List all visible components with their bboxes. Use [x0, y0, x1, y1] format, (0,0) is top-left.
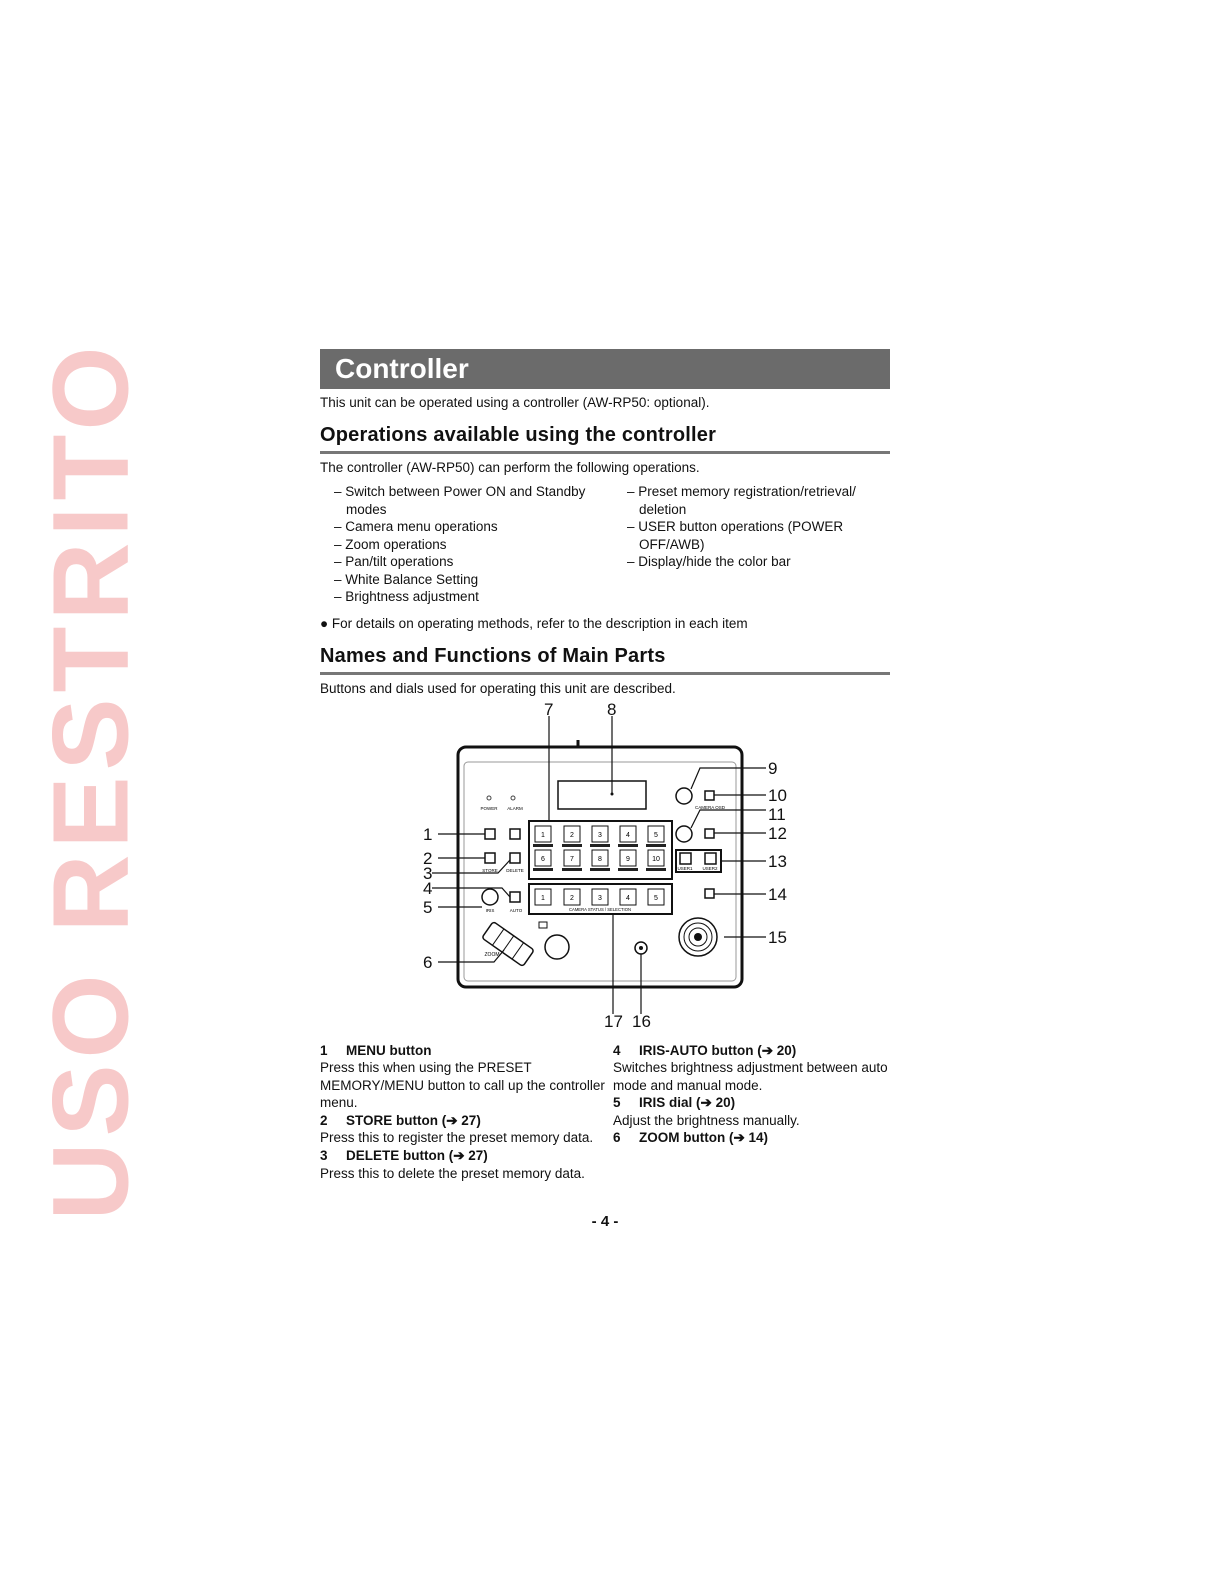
- callout-5: 5: [423, 897, 433, 917]
- page-number: - 4 -: [591, 1213, 619, 1230]
- iris-dial: [482, 889, 498, 905]
- alt-button: [510, 829, 520, 839]
- delete-label: DELETE: [506, 867, 524, 873]
- part-text: Press this to register the preset memory data.: [320, 1130, 594, 1146]
- parts-column-right: [613, 1042, 890, 1183]
- preset-key-label: 8: [598, 855, 602, 863]
- parts-column-left: [320, 1042, 613, 1183]
- list-item: – Switch between Power ON and Standby modes: [334, 484, 586, 517]
- part-number: 5: [613, 1095, 621, 1111]
- part-entry: [320, 1042, 613, 1112]
- section-title: Controller: [320, 349, 890, 389]
- list-item: – Preset memory registration/retrieval/ deletion: [627, 484, 856, 517]
- dial-11: [676, 826, 692, 842]
- part-text: Press this when using the PRESET MEMORY/MENU button to call up the controller menu.: [320, 1060, 605, 1111]
- part-text: Adjust the brightness manually.: [613, 1112, 800, 1128]
- list-item: – USER button operations (POWER OFF/AWB): [627, 519, 844, 552]
- list-item: – Zoom operations: [334, 536, 447, 552]
- user2-label: USER2: [702, 865, 718, 871]
- iris-auto-button: [510, 892, 520, 902]
- camera-key-label: 3: [598, 894, 602, 902]
- store-label: STORE: [482, 867, 498, 873]
- part-entry: [613, 1094, 890, 1129]
- preset-key-label: 1: [541, 831, 545, 839]
- auto-label: AUTO: [509, 907, 523, 913]
- preset-key-label: 10: [652, 855, 660, 863]
- operations-list: [320, 483, 890, 606]
- operations-list-left: [320, 483, 627, 606]
- menu-button: [485, 829, 495, 839]
- operations-heading: Operations available using the controller: [320, 424, 890, 454]
- operations-description: The controller (AW-RP50) can perform the following operations.: [320, 460, 700, 475]
- list-item: – White Balance Setting: [334, 571, 479, 587]
- callout-9: 9: [768, 758, 778, 778]
- part-title: STORE button (➔ 27): [346, 1112, 481, 1128]
- camera-key-label: 1: [541, 894, 545, 902]
- callout-10: 10: [768, 785, 787, 805]
- power-label: POWER: [480, 805, 498, 811]
- alarm-label: ALARM: [507, 805, 523, 811]
- preset-key-label: 4: [626, 831, 630, 839]
- button-14: [705, 889, 714, 898]
- part-title: DELETE button (➔ 27): [346, 1148, 488, 1164]
- store-button: [485, 853, 495, 863]
- button-12: [705, 829, 714, 838]
- lcd-display: [558, 781, 646, 809]
- part-title: ZOOM button (➔ 14): [639, 1130, 769, 1146]
- callout-6: 6: [423, 952, 433, 972]
- list-item: – Pan/tilt operations: [334, 554, 454, 569]
- callout-17: 17: [604, 1011, 623, 1031]
- watermark: [29, 339, 151, 1221]
- part-text: Press this to delete the preset memory data.: [320, 1165, 585, 1181]
- callout-4: 4: [423, 878, 433, 898]
- preset-key-label: 6: [541, 855, 545, 863]
- operations-list-right: [627, 483, 890, 606]
- callout-1: 1: [423, 824, 433, 844]
- operations-note: ● For details on operating methods, refer to the description in each item: [320, 615, 748, 631]
- preset-key-label: 9: [626, 855, 630, 863]
- parts-description: Buttons and dials used for operating this unit are described.: [320, 680, 676, 696]
- callout-12: 12: [768, 823, 787, 843]
- part-entry: [613, 1129, 890, 1147]
- parts-heading: Names and Functions of Main Parts: [320, 645, 890, 675]
- list-item: – Brightness adjustment: [334, 589, 479, 604]
- user2-button: [705, 853, 716, 864]
- part-number: 4: [613, 1042, 621, 1058]
- intro-text: This unit can be operated using a controller (AW-RP50: optional).: [320, 395, 710, 410]
- iris-label: IRIS: [485, 907, 495, 913]
- camera-osd-button: [705, 791, 714, 800]
- parts-descriptions: [320, 1042, 890, 1183]
- part-title: IRIS-AUTO button (➔ 20): [639, 1042, 797, 1058]
- preset-key-label: 5: [654, 831, 658, 839]
- zoom-label: ZOOM: [484, 951, 500, 958]
- camera-osd-label: CAMERA OSD: [694, 804, 726, 810]
- document-page: [320, 349, 890, 1230]
- part-title: MENU button: [346, 1042, 432, 1058]
- part-number: 2: [320, 1112, 328, 1128]
- controller-illustration: [320, 702, 890, 1032]
- camera-status-label: CAMERA STATUS / SELECTION: [569, 906, 631, 912]
- part-entry: [320, 1112, 613, 1147]
- part-number: 1: [320, 1042, 328, 1058]
- preset-key-label: 3: [598, 831, 602, 839]
- part-title: IRIS dial (➔ 20): [639, 1095, 736, 1111]
- watermark-text: USO RESTRITO: [29, 339, 151, 1221]
- list-item: – Camera menu operations: [334, 519, 498, 534]
- callout-13: 13: [768, 851, 787, 871]
- callout-7: 7: [544, 701, 554, 719]
- user1-button: [680, 853, 691, 864]
- camera-key-label: 4: [626, 894, 630, 902]
- focus-knob: [545, 935, 569, 959]
- part-number: 6: [613, 1130, 621, 1146]
- callout-2: 2: [423, 848, 433, 868]
- callout-11: 11: [768, 804, 786, 824]
- callout-14: 14: [768, 884, 787, 904]
- part-text: Switches brightness adjustment between auto mode and manual mode.: [613, 1060, 888, 1093]
- callout-15: 15: [768, 927, 787, 947]
- part-entry: [320, 1147, 613, 1182]
- part-number: 3: [320, 1148, 328, 1164]
- part-entry: [613, 1042, 890, 1095]
- camera-key-label: 5: [654, 894, 658, 902]
- controller-diagram: [320, 702, 890, 1032]
- list-item: – Display/hide the color bar: [627, 554, 791, 569]
- camera-key-label: 2: [570, 894, 574, 902]
- preset-key-label: 7: [570, 855, 574, 863]
- user1-label: USER1: [677, 865, 693, 871]
- callout-8: 8: [607, 701, 617, 719]
- callout-3: 3: [423, 863, 433, 883]
- delete-button: [510, 853, 520, 863]
- callout-16: 16: [632, 1011, 651, 1031]
- preset-key-label: 2: [570, 831, 574, 839]
- camera-osd-dial: [676, 788, 692, 804]
